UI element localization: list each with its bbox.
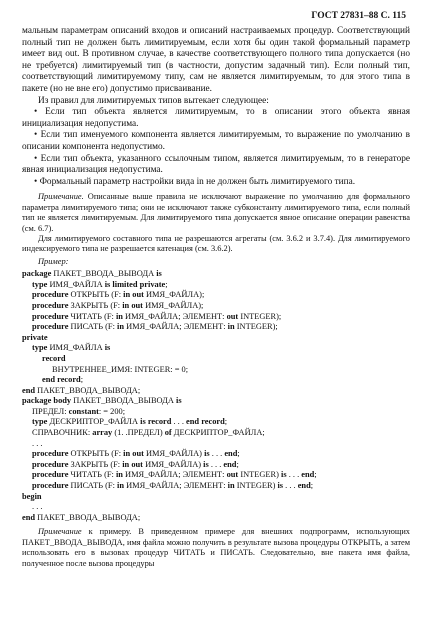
note-lead: Примечание. [38,192,84,202]
bullet-item: • Если тип объекта является лимитируемым, то в описании этого объекта явная инициализация недопустима. [22,107,410,129]
example-heading: Пример: [38,256,69,266]
code-block [22,269,410,523]
code-line: record [42,353,66,363]
code-line: ПРЕДЕЛ: constant: = 200; [32,406,126,416]
code-line: ВНУТРЕННЕЕ_ИМЯ: INTEGER: = 0; [52,364,189,374]
code-line: type ИМЯ_ФАЙЛА is [32,343,111,353]
code-line: procedure ПИСАТЬ (F: in ИМЯ_ФАЙЛА; ЭЛЕМЕНТ: in INTEGER); [32,322,278,332]
code-line: begin [22,491,42,501]
code-line: end ПАКЕТ_ВВОДА_ВЫВОДА; [22,512,141,522]
bullet-item: • Если тип именуемого компонента является лимитируемым, то выражение по умолчанию в описании компонента недопустимо. [22,130,410,152]
paragraph-continuation: мальным параметрам описаний входов и описаний настраиваемых процедур. Соответствующий полный тип не должен быть лимитируемым, если хотя бы один такой формальный параметр имеет вид out. В противном случае, в качестве соответствующего полного типа допускается (но не требуется) лимитируемый тип (в частности, допустим задачный тип). Если полный тип, соответствующий лимитируемому типу, сам не является лимитируемым, то для этого типа в пакете (но не вне его) допустимо присваивание. [22,26,410,94]
code-line: private [22,332,48,342]
small-paragraph: Для лимитируемого составного типа не разрешаются агрегаты (см. 3.6.2 и 3.7.4). Для лимитируемого индексируемого типа не разрешается катенация (см. 3.6.2). [22,233,410,254]
code-line: procedure ЧИТАТЬ (F: in ИМЯ_ФАЙЛА; ЭЛЕМЕНТ: out INTEGER); [32,311,282,321]
paragraph-rules-intro: Из правил для лимитируемых типов вытекает следующее: [38,95,269,106]
code-line: . . . [32,502,43,512]
code-line: package body ПАКЕТ_ВВОДА_ВЫВОДА is [22,396,182,406]
bullet-item: • Формальный параметр настройки вида in не должен быть лимитируемого типа. [34,176,356,187]
code-line: СПРАВОЧНИК: array (1. .ПРЕДЕЛ) of ДЕСКРИПТОР_ФАЙЛА; [32,428,265,438]
code-line: end ПАКЕТ_ВВОДА_ВЫВОДА; [22,385,141,395]
code-line: procedure ПИСАТЬ (F: in ИМЯ_ФАЙЛА; ЭЛЕМЕНТ: in INTEGER) is . . . end; [32,481,314,491]
note-text: Описанные выше правила не исключают выражение по умолчанию для формального параметра лимитируемого типа; они не исключают также субконстанту лимитируемого типа, если полный тип не является лимитируемым. Для лимитируемого типа допускается явное описание операции равенства (см. 6.7). [22,192,410,233]
code-line: procedure ОТКРЫТЬ (F: in out ИМЯ_ФАЙЛА) is . . . end; [32,449,240,459]
page-header: ГОСТ 27831–88 С. 115 [311,11,406,21]
bullet-item: • Если тип объекта, указанного ссылочным типом, является лимитируемым, то в генераторе явная инициализация недопустима. [22,153,410,176]
note-text: к примеру. В приведенном примере для внешних подпрограмм, использующих ПАКЕТ_ВВОДА_ВЫВОДА, имя файла можно получить в результате вызова процедуры ОТКРЫТЬ, а затем использовать его в вызовах процедур ЧИТАТЬ и ПИСАТЬ. Следовательно, вне пакета имя файла, полученное после вызова процедуры [22,527,410,568]
code-line: . . . [32,438,43,448]
note-example-paragraph [22,527,410,569]
code-line: type ИМЯ_ФАЙЛА is limited private; [32,279,168,289]
code-line: procedure ЗАКРЫТЬ (F: in out ИМЯ_ФАЙЛА); [32,300,204,310]
code-line: procedure ЧИТАТЬ (F: in ИМЯ_ФАЙЛА; ЭЛЕМЕНТ: out INTEGER) is . . . end; [32,470,317,480]
code-line: procedure ЗАКРЫТЬ (F: in out ИМЯ_ФАЙЛА) is . . . end; [32,459,239,469]
code-line: end record; [42,375,84,385]
note-lead: Примечание [38,527,82,537]
note-paragraph [22,192,410,234]
code-line: type ДЕСКРИПТОР_ФАЙЛА is record . . . end record; [32,417,228,427]
code-line: procedure ОТКРЫТЬ (F: in out ИМЯ_ФАЙЛА); [32,290,205,300]
code-line: package ПАКЕТ_ВВОДА_ВЫВОДА is [22,269,162,279]
